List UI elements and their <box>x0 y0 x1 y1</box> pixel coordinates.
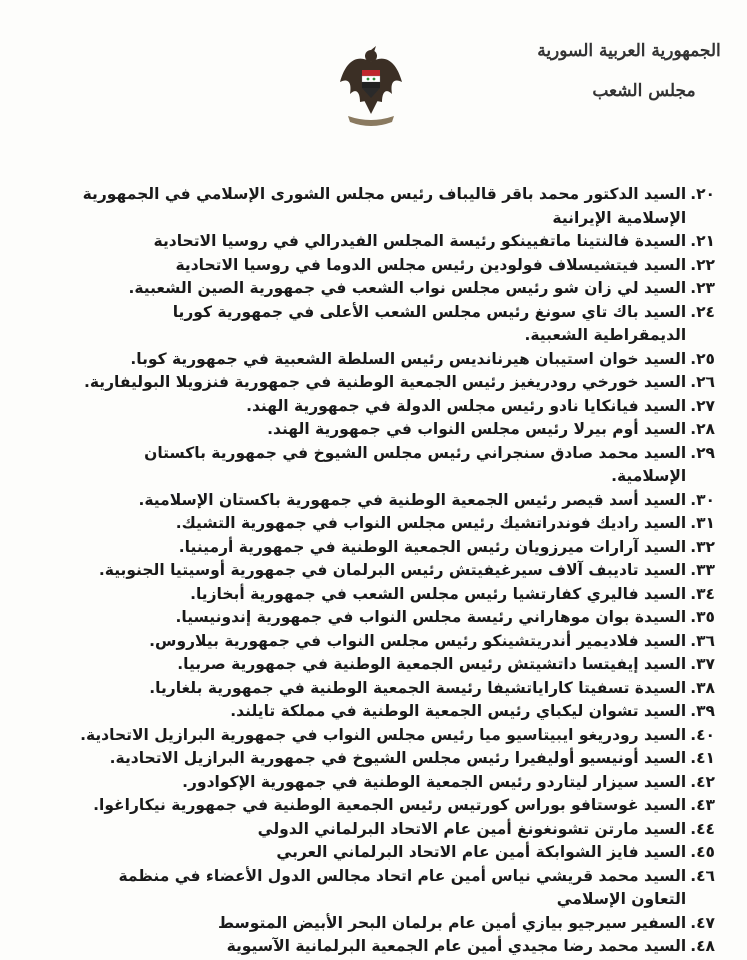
list-item <box>80 254 715 278</box>
item-number: ٤١. <box>690 749 715 767</box>
list-item <box>80 935 715 959</box>
republic-name: الجمهورية العربية السورية <box>537 41 721 61</box>
list-item <box>80 912 715 936</box>
list-item <box>80 348 715 372</box>
item-number: ٢٣. <box>690 279 715 297</box>
list-item <box>80 747 715 771</box>
item-text: السفير سيرجيو بيازي أمين عام برلمان البحر الأبيض المتوسط <box>217 913 687 932</box>
list-item <box>80 559 715 583</box>
item-number: ٤٣. <box>690 796 715 814</box>
list-item <box>80 630 715 654</box>
item-text: السيد آرارات ميرزويان رئيس الجمعية الوطنية في جمهورية أرمينيا. <box>178 537 687 556</box>
item-number: ٣٢. <box>690 537 715 556</box>
list-item <box>80 583 715 607</box>
item-number: ٤٤. <box>690 819 715 838</box>
list-item <box>80 653 715 677</box>
item-text: السيد تشوان ليكباي رئيس الجمعية الوطنية في مملكة تايلند. <box>230 702 687 720</box>
item-number: ٢٦. <box>690 373 715 391</box>
list-item <box>80 418 715 442</box>
item-number: ٣٤. <box>690 584 715 603</box>
item-text: السيد الدكتور محمد باقر قاليباف رئيس مجلس الشورى الإسلامي في الجمهورية الإسلامية الإيرانية <box>82 185 687 227</box>
item-number: ٤٠. <box>690 725 715 744</box>
list-item <box>80 677 715 701</box>
list-item <box>80 371 715 395</box>
list-item <box>80 230 715 254</box>
item-text: السيد أوم بيرلا رئيس مجلس النواب في جمهورية الهند. <box>267 420 687 438</box>
item-text: السيدة تسفيتا كاراياتشيفا رئيسة الجمعية الوطنية في جمهورية بلغاريا. <box>149 678 687 697</box>
list-item <box>80 512 715 536</box>
list-item <box>80 183 715 230</box>
list-item <box>80 724 715 748</box>
list-item <box>80 489 715 513</box>
item-text: السيد سيزار ليتاردو رئيس الجمعية الوطنية في جمهورية الإكوادور. <box>182 772 687 791</box>
item-text: السيد غوستافو بوراس كورتيس رئيس الجمعية الوطنية في جمهورية نيكاراغوا. <box>93 796 687 814</box>
council-name: مجلس الشعب <box>592 81 696 101</box>
item-number: ٤٨. <box>690 937 715 955</box>
item-text: السيدة بوان موهاراني رئيسة مجلس النواب في جمهورية إندونيسيا. <box>175 608 687 626</box>
item-number: ٣٠. <box>690 490 715 509</box>
item-number: ٢٧. <box>690 396 715 415</box>
list-item <box>80 865 715 912</box>
item-number: ٢٠. <box>690 185 715 203</box>
item-text: السيد مارتن تشونغونغ أمين عام الاتحاد البرلماني الدولي <box>257 819 687 838</box>
item-text: السيد محمد رضا مجيدي أمين عام الجمعية البرلمانية الآسيوية <box>226 937 687 955</box>
item-number: ٤٢. <box>690 772 715 791</box>
item-number: ٢١. <box>690 232 715 250</box>
item-number: ٣٦. <box>690 631 715 650</box>
item-text: السيد خورخي رودريغيز رئيس الجمعية الوطنية في جمهورية فنزويلا البوليفارية. <box>83 373 687 391</box>
item-number: ٢٢. <box>690 255 715 274</box>
list-item <box>80 606 715 630</box>
item-text: السيد إيفيتسا داتشيتش رئيس الجمعية الوطنية في جمهورية صربيا. <box>177 655 687 673</box>
list-item <box>80 700 715 724</box>
list-item <box>80 536 715 560</box>
item-number: ٤٥. <box>690 843 715 861</box>
eagle-emblem-icon <box>338 42 404 132</box>
list-item <box>80 301 715 348</box>
list-item <box>80 442 715 489</box>
letterhead <box>0 0 747 180</box>
item-text: السيد رودريغو ايبيتاسيو ميا رئيس مجلس النواب في جمهورية البرازيل الاتحادية. <box>80 725 687 744</box>
item-text: السيد خوان استيبان هيرنانديس رئيس السلطة الشعبية في جمهورية كوبا. <box>130 349 687 368</box>
item-text: السيد فيانكايا نادو رئيس مجلس الدولة في جمهورية الهند. <box>246 396 687 415</box>
item-text: السيد أسد قيصر رئيس الجمعية الوطنية في جمهورية باكستان الإسلامية. <box>138 490 687 509</box>
item-text: السيد فايز الشوابكة أمين عام الاتحاد البرلماني العربي <box>276 843 687 861</box>
item-text: السيد فاليري كفارتشيا رئيس مجلس الشعب في جمهورية أبخازيا. <box>190 584 687 603</box>
item-number: ٣١. <box>690 514 715 532</box>
item-number: ٣٧. <box>690 655 715 673</box>
item-number: ٢٤. <box>690 302 715 321</box>
item-number: ٢٩. <box>690 443 715 462</box>
item-number: ٤٦. <box>690 866 715 885</box>
item-number: ٣٣. <box>690 561 715 579</box>
list-item <box>80 395 715 419</box>
item-text: السيد فيتشيسلاف فولودين رئيس مجلس الدوما في روسيا الاتحادية <box>175 255 687 274</box>
item-number: ٢٥. <box>690 349 715 368</box>
list-item <box>80 277 715 301</box>
item-text: السيد تاديبف آلاف سيرغيفيتش رئيس البرلمان في جمهورية أوسيتيا الجنوبية. <box>98 561 687 579</box>
item-number: ٣٩. <box>690 702 715 720</box>
item-text: السيد محمد قريشي نياس أمين عام اتحاد مجالس الدول الأعضاء في منظمة التعاون الإسلامي <box>118 866 687 908</box>
item-text: السيد أونيسيو أوليفيرا رئيس مجلس الشيوخ في جمهورية البرازيل الاتحادية. <box>109 749 687 767</box>
list-item <box>80 794 715 818</box>
speakers-list <box>80 183 715 959</box>
item-text: السيد فلاديمير أندريتشينكو رئيس مجلس النواب في جمهورية بيلاروس. <box>149 631 687 650</box>
item-number: ٣٥. <box>690 608 715 626</box>
item-text: السيد محمد صادق سنجراني رئيس مجلس الشيوخ في جمهورية باكستان الإسلامية. <box>144 443 687 485</box>
item-number: ٢٨. <box>690 420 715 438</box>
item-number: ٣٨. <box>690 678 715 697</box>
list-item <box>80 841 715 865</box>
item-text: السيد باك تاي سونغ رئيس مجلس الشعب الأعلى في جمهورية كوريا الديمقراطية الشعبية. <box>172 302 687 344</box>
item-text: السيد راديك فوندراتشيك رئيس مجلس النواب في جمهورية التشيك. <box>175 514 687 532</box>
list-item <box>80 818 715 842</box>
item-text: السيدة فالنتينا ماتفيينكو رئيسة المجلس الفيدرالي في روسيا الاتحادية <box>153 232 687 250</box>
letterhead-heading <box>529 38 729 104</box>
item-text: السيد لي زان شو رئيس مجلس نواب الشعب في جمهورية الصين الشعبية. <box>128 279 687 297</box>
list-item <box>80 771 715 795</box>
item-number: ٤٧. <box>690 913 715 932</box>
